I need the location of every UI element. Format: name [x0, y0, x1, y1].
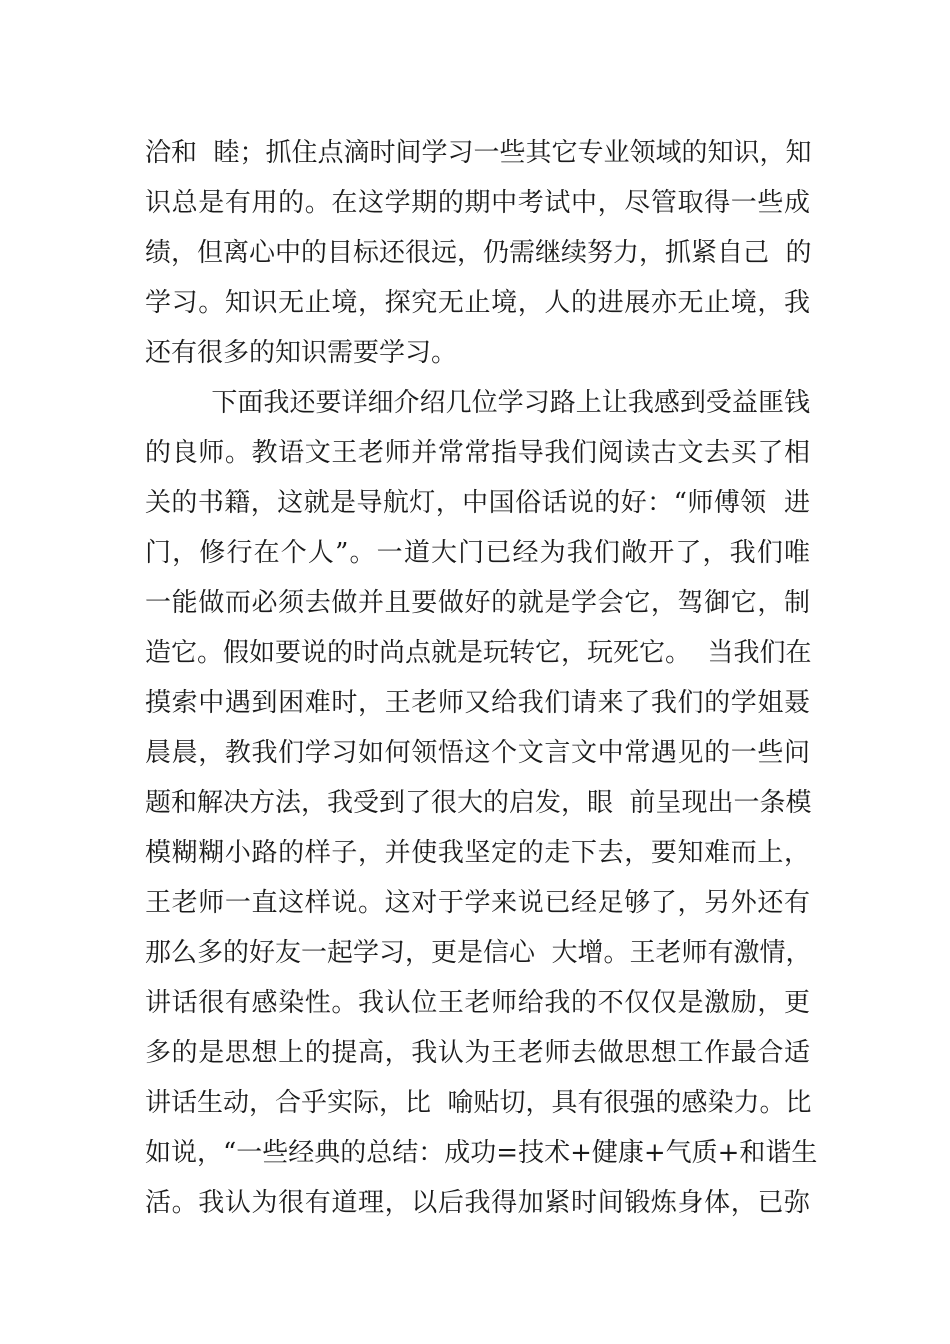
text-line: 关的书籍，这就是导航灯，中国俗话说的好：“师傅领 进: [145, 488, 810, 518]
text-line: 题和解决方法，我受到了很大的启发，眼 前呈现出一条模: [145, 788, 812, 818]
text-line: 晨晨，教我们学习如何领悟这个文言文中常遇见的一些问: [145, 738, 810, 768]
text-line: 活。我认为很有道理，以后我得加紧时间锻炼身体，已弥: [145, 1188, 810, 1218]
text-line: 模糊糊小路的样子，并使我坚定的走下去，要知难而上，: [145, 838, 810, 868]
text-line: 讲话很有感染性。我认位王老师给我的不仅仅是激励，更: [145, 988, 810, 1018]
text-line: 造它。假如要说的时尚点就是玩转它，玩死它。 当我们在: [145, 638, 812, 668]
text-line: 识总是有用的。在这学期的期中考试中，尽管取得一些成: [145, 188, 810, 218]
text-line: 门，修行在个人”。一道大门已经为我们敞开了，我们唯: [145, 538, 810, 568]
text-line: 下面我还要详细介绍几位学习路上让我感到受益匪钱: [145, 388, 810, 418]
text-line: 绩，但离心中的目标还很远，仍需继续努力，抓紧自己 的: [145, 238, 812, 268]
text-line: 如说，“一些经典的总结：成功=技术+健康+气质+和谐生: [145, 1138, 818, 1168]
text-line: 讲话生动，合乎实际，比 喻贴切，具有很强的感染力。比: [145, 1088, 812, 1118]
body-text: [145, 128, 818, 1228]
text-line: 的良师。教语文王老师并常常指导我们阅读古文去买了相: [145, 438, 810, 468]
text-line: 摸索中遇到困难时，王老师又给我们请来了我们的学姐聂: [145, 688, 810, 718]
text-line: 学习。知识无止境，探究无止境，人的进展亦无止境，我: [145, 288, 810, 318]
text-line: 王老师一直这样说。这对于学来说已经足够了，另外还有: [145, 888, 810, 918]
text-line: 洽和 睦；抓住点滴时间学习一些其它专业领域的知识，知: [145, 138, 812, 168]
text-line: 还有很多的知识需要学习。: [145, 338, 458, 368]
text-line: 一能做而必须去做并且要做好的就是学会它，驾御它，制: [145, 588, 810, 618]
text-line: 多的是思想上的提高，我认为王老师去做思想工作最合适: [145, 1038, 810, 1068]
text-line: 那么多的好友一起学习，更是信心 大增。王老师有激情，: [145, 938, 812, 968]
